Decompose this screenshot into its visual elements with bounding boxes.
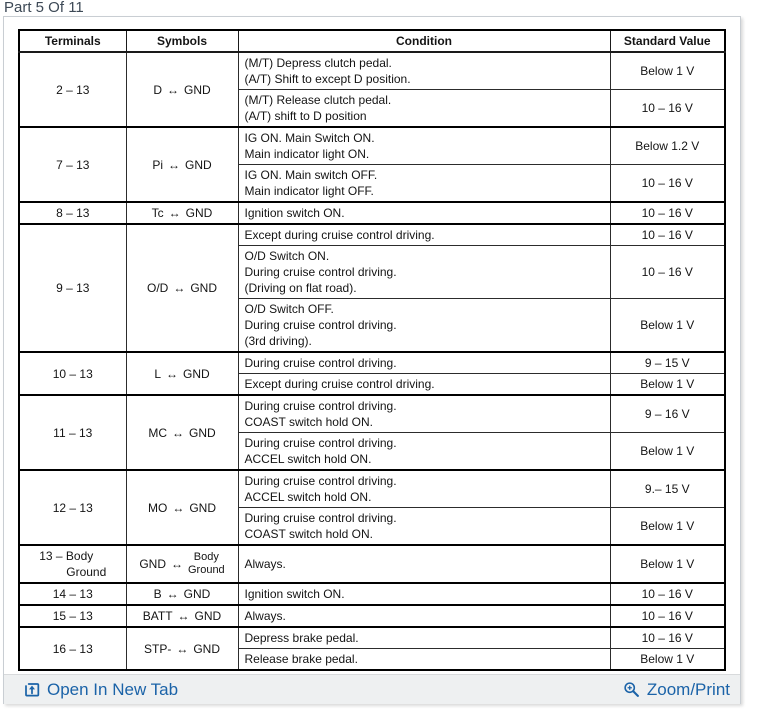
column-header-symbols: Symbols	[126, 30, 238, 52]
open-in-new-tab-link[interactable]	[24, 681, 178, 698]
symbols-cell: Tc ↔ GND	[126, 202, 238, 224]
table-body	[19, 52, 725, 670]
condition-cell: Except during cruise control driving.	[238, 374, 610, 396]
zoom-print-link[interactable]	[623, 681, 730, 698]
standard-value-cell: 10 – 16 V	[610, 627, 725, 649]
symbols-cell: STP- ↔ GND	[126, 627, 238, 670]
open-in-new-tab-icon	[24, 682, 40, 698]
double-arrow-icon: ↔	[168, 157, 180, 172]
standard-value-cell: 10 – 16 V	[610, 605, 725, 627]
symbols-cell: L ↔ GND	[126, 352, 238, 395]
open-in-new-tab-label: Open In New Tab	[47, 680, 179, 699]
double-arrow-icon: ↔	[177, 609, 190, 623]
terminals-cell: 14 – 13	[19, 583, 126, 605]
standard-value-cell: Below 1 V	[610, 299, 725, 353]
condition-cell: O/D Switch OFF. During cruise control driving. (3rd driving).	[238, 299, 610, 353]
double-arrow-icon: ↔	[167, 82, 179, 97]
table-row	[19, 470, 725, 508]
terminals-cell: 16 – 13	[19, 627, 126, 670]
magnifier-plus-icon	[623, 681, 640, 698]
symbols-cell: GND ↔ Body Ground	[126, 545, 238, 583]
standard-value-cell: 9 – 15 V	[610, 352, 725, 374]
terminals-cell: 2 – 13	[19, 52, 126, 127]
condition-cell: During cruise control driving.	[238, 352, 610, 374]
double-arrow-icon: ↔	[172, 425, 184, 440]
condition-cell: Ignition switch ON.	[238, 583, 610, 605]
standard-value-cell: Below 1 V	[610, 374, 725, 396]
zoom-print-label: Zoom/Print	[646, 680, 730, 699]
table-row	[19, 127, 725, 165]
page-title: Part 5 Of 11	[4, 0, 84, 16]
table-row	[19, 605, 725, 627]
terminals-cell: 7 – 13	[19, 127, 126, 202]
double-arrow-icon: ↔	[172, 500, 185, 515]
double-arrow-icon: ↔	[166, 366, 178, 381]
condition-cell: Always.	[238, 545, 610, 583]
standard-value-cell: Below 1.2 V	[610, 127, 725, 165]
standard-value-cell: Below 1 V	[610, 508, 725, 546]
table-row	[19, 583, 725, 605]
symbols-cell: MC ↔ GND	[126, 395, 238, 470]
standard-value-cell: 10 – 16 V	[610, 202, 725, 224]
table-row	[19, 352, 725, 374]
condition-cell: During cruise control driving. ACCEL switch hold ON.	[238, 433, 610, 471]
condition-cell: IG ON. Main switch OFF. Main indicator light OFF.	[238, 165, 610, 203]
table-row	[19, 52, 725, 90]
double-arrow-icon: ↔	[168, 206, 181, 220]
standard-value-cell: 10 – 16 V	[610, 246, 725, 299]
symbols-cell: B ↔ GND	[126, 583, 238, 605]
symbols-cell: D ↔ GND	[126, 52, 238, 127]
symbols-cell: O/D ↔ GND	[126, 224, 238, 352]
double-arrow-icon: ↔	[170, 557, 183, 571]
condition-cell: During cruise control driving. COAST switch hold ON.	[238, 395, 610, 433]
terminals-cell: 12 – 13	[19, 470, 126, 545]
double-arrow-icon: ↔	[166, 587, 179, 601]
condition-cell: Depress brake pedal.	[238, 627, 610, 649]
terminals-cell: 13 – Body Ground	[19, 545, 126, 583]
standard-value-cell: Below 1 V	[610, 433, 725, 471]
terminals-cell: 15 – 13	[19, 605, 126, 627]
standard-value-cell: 10 – 16 V	[610, 224, 725, 246]
double-arrow-icon: ↔	[176, 641, 189, 656]
terminals-cell: 11 – 13	[19, 395, 126, 470]
symbols-cell: BATT ↔ GND	[126, 605, 238, 627]
table-row	[19, 224, 725, 246]
condition-cell: During cruise control driving. ACCEL switch hold ON.	[238, 470, 610, 508]
column-header-condition: Condition	[238, 30, 610, 52]
table-row	[19, 202, 725, 224]
table-row	[19, 545, 725, 583]
standard-value-cell: 9.– 15 V	[610, 470, 725, 508]
condition-cell: (M/T) Release clutch pedal. (A/T) shift to D position	[238, 90, 610, 128]
standard-value-cell: Below 1 V	[610, 52, 725, 90]
standard-value-cell: 9 – 16 V	[610, 395, 725, 433]
terminals-cell: 9 – 13	[19, 224, 126, 352]
table-row	[19, 395, 725, 433]
column-header-terminals: Terminals	[19, 30, 126, 52]
widget-footer	[4, 674, 740, 704]
column-header-standard-value: Standard Value	[610, 30, 725, 52]
condition-cell: Ignition switch ON.	[238, 202, 610, 224]
condition-cell: During cruise control driving. COAST switch hold ON.	[238, 508, 610, 546]
standard-value-cell: 10 – 16 V	[610, 90, 725, 128]
condition-cell: (M/T) Depress clutch pedal. (A/T) Shift to except D position.	[238, 52, 610, 90]
condition-cell: Except during cruise control driving.	[238, 224, 610, 246]
double-arrow-icon: ↔	[173, 281, 186, 295]
table-row	[19, 627, 725, 649]
standard-value-cell: 10 – 16 V	[610, 165, 725, 203]
terminal-voltage-table	[18, 29, 726, 671]
condition-cell: IG ON. Main Switch ON. Main indicator light ON.	[238, 127, 610, 165]
condition-cell: Always.	[238, 605, 610, 627]
symbols-cell: Pi ↔ GND	[126, 127, 238, 202]
condition-cell: Release brake pedal.	[238, 649, 610, 671]
terminals-cell: 10 – 13	[19, 352, 126, 395]
table-container	[4, 17, 740, 674]
spec-table-widget	[3, 16, 741, 704]
standard-value-cell: Below 1 V	[610, 649, 725, 671]
condition-cell: O/D Switch ON. During cruise control driving. (Driving on flat road).	[238, 246, 610, 299]
table-header-row	[19, 30, 725, 52]
symbols-cell: MO ↔ GND	[126, 470, 238, 545]
terminals-cell: 8 – 13	[19, 202, 126, 224]
standard-value-cell: Below 1 V	[610, 545, 725, 583]
standard-value-cell: 10 – 16 V	[610, 583, 725, 605]
